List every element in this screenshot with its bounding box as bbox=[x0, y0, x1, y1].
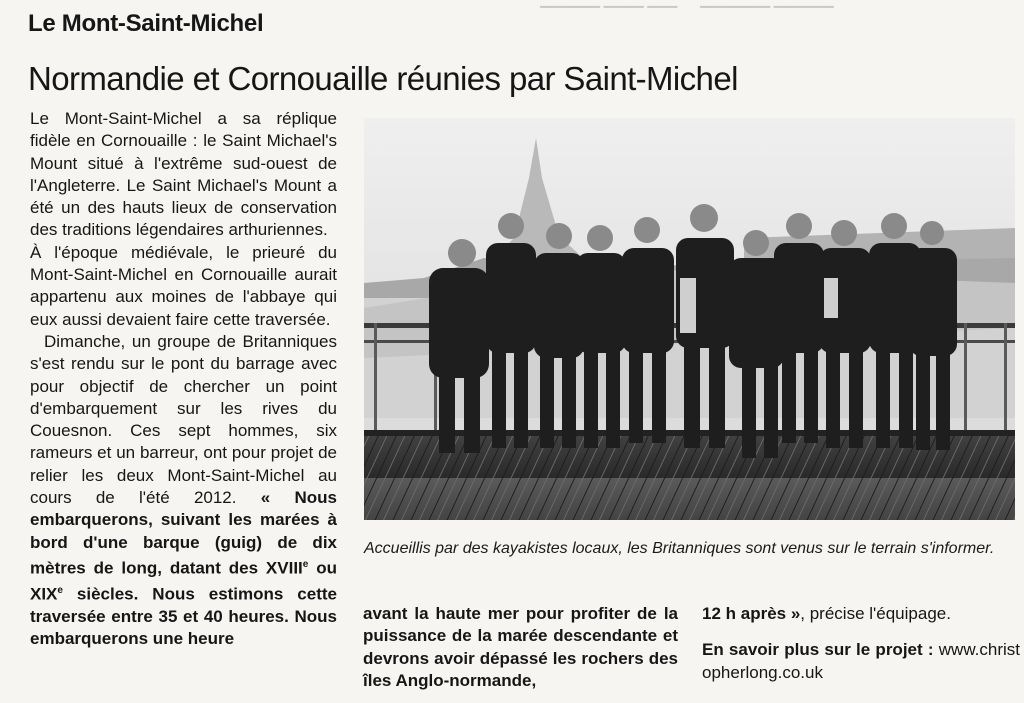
group-photo bbox=[364, 118, 1015, 520]
quote-end: 12 h après » bbox=[702, 604, 801, 623]
quote-part-b: ou XIX bbox=[30, 558, 337, 604]
ghost-text: ▔▔▔▔▔▔▔ ▔▔▔▔▔▔ bbox=[700, 6, 834, 21]
paragraph-3-text: Dimanche, un groupe de Britanniques s'est rendu sur le pont du barrage avec pour objectif de chercher un point d'embarquement sur les rives du Couesnon. Ces sept hommes, six rameurs et un barreur, ont pour projet de relier les deux Mont-Saint-Michel au cours de l'été 2012. bbox=[30, 331, 337, 508]
more-info bbox=[702, 639, 1020, 684]
superscript: e bbox=[302, 558, 309, 570]
paragraph-col3 bbox=[702, 603, 1020, 625]
article-column-1 bbox=[30, 108, 337, 650]
superscript: e bbox=[57, 584, 63, 596]
project-link[interactable]: www.christopherlong.co.uk bbox=[702, 640, 1020, 682]
ghost-text: ▔▔▔▔▔▔ ▔▔▔▔ ▔▔▔ bbox=[540, 6, 678, 21]
paragraph-2: À l'époque médiévale, le prieuré du Mont-Saint-Michel en Cornouaille aurait appartenu aux moines de l'abbaye qui eux aussi devaient faire cette traversée. bbox=[30, 242, 337, 329]
photo-caption: Accueillis par des kayakistes locaux, les Britanniques sont venus sur le terrain s'informer. bbox=[364, 540, 995, 557]
paragraph-col2: avant la haute mer pour profiter de la puissance de la marée descendante et devrons avoir dépassé les rochers des îles Anglo-normande, bbox=[363, 604, 678, 690]
headline: Normandie et Cornouaille réunies par Saint-Michel bbox=[28, 60, 738, 97]
attribution: , précise l'équipage. bbox=[800, 604, 951, 623]
section-kicker: Le Mont-Saint-Michel bbox=[28, 10, 264, 37]
more-info-label: En savoir plus sur le projet : bbox=[702, 640, 934, 660]
paragraph-1: Le Mont-Saint-Michel a sa réplique fidèle en Cornouaille : le Saint Michael's Mount situé à l'extrême sud-ouest de l'Angleterre. Le Saint Michael's Mount a été un des hauts lieux de conservation des traditions légendaires arthuriennes. bbox=[30, 109, 337, 240]
quote-part-c: siècles. Nous estimons cette traversée entre 35 et 40 heures. Nous embarquerons une heure bbox=[30, 584, 337, 649]
paragraph-3 bbox=[30, 331, 337, 650]
article-column-3 bbox=[702, 603, 1020, 684]
group-photo-image bbox=[364, 118, 1015, 520]
article-column-2 bbox=[363, 603, 678, 692]
quote-part-a: « Nous embarquerons, suivant les marées à bord d'une barque (guig) de dix mètres de long, datant des XVIII bbox=[30, 488, 337, 578]
